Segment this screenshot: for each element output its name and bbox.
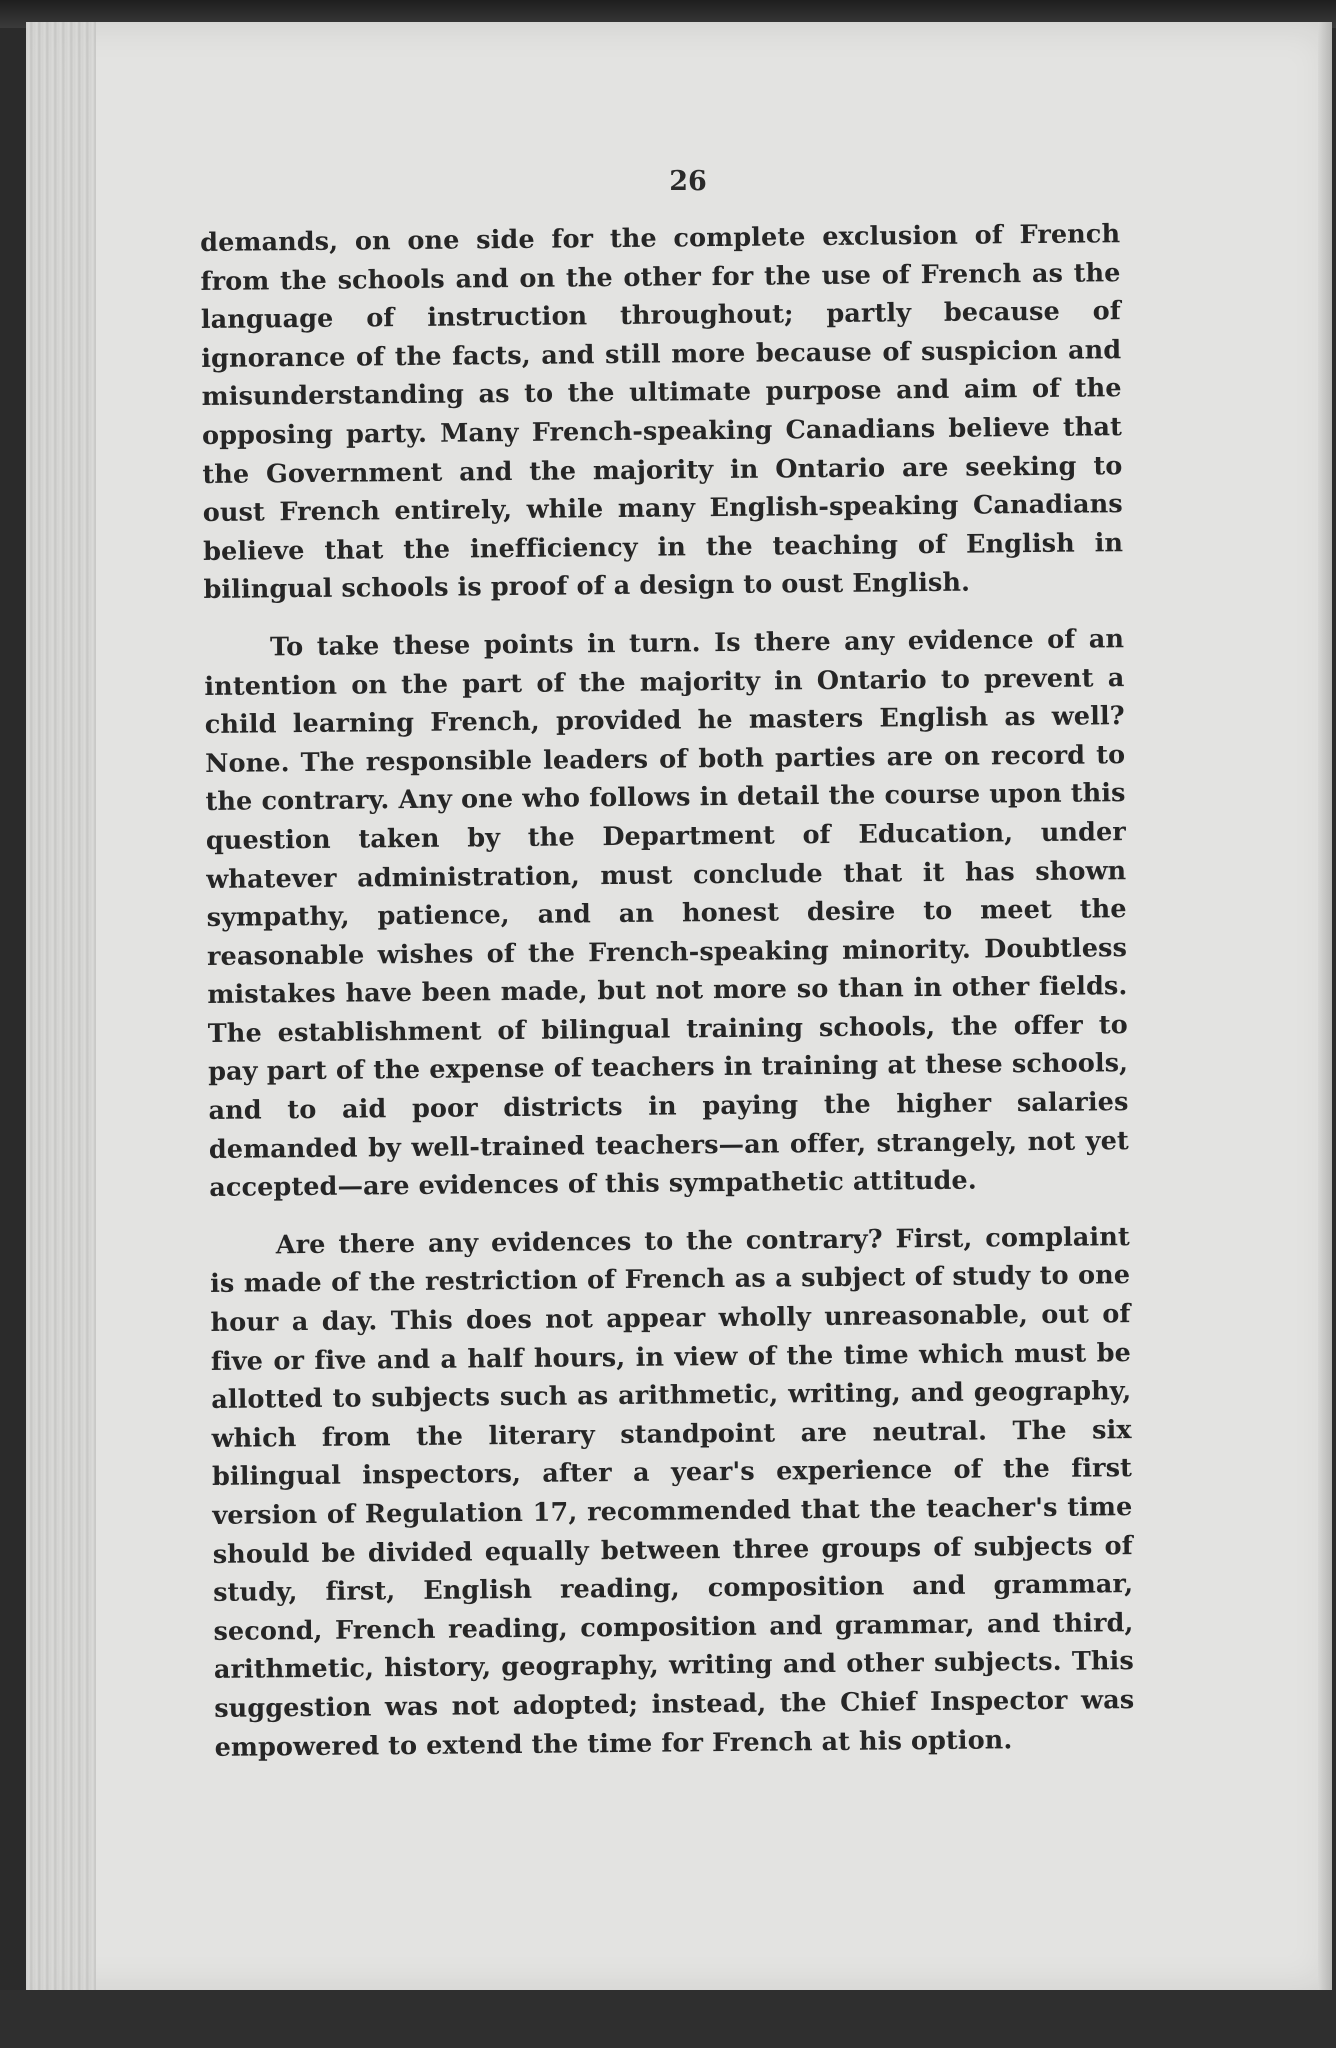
page-number: 26 [669,166,707,197]
paragraph-1: demands, on one side for the complete exclusion of French from the schools and on the other for the use of French as the language of instruction throughout; partly because of ignorance of the facts, and still more because of suspicion and misunderstanding as to the ultimate purpose and aim of the opposing party. Many French-speaking Canadians believe that the Government and the majority in Ontario are seeking to oust French entirely, while many English-speaking Canadians believe that the inefficiency in the teaching of English in bilingual schools is proof of a design to oust English. [200,219,1124,606]
page-stack-edges [26,22,96,1992]
body-text [200,215,1135,1786]
page-right-edge [1318,22,1332,1992]
paragraph-2: To take these points in turn. Is there any evidence of an intention on the part of the majority in Ontario to prevent a child learning French, provided he masters English as well? None. The responsible leaders of both parties are on record to the contrary. Any one who follows in detail the course upon this question taken by the Department of Education, under whatever administration, must conclude that it has shown sympathy, patience, and an honest desire to meet the reasonable wishes of the French-speaking minority. Doubtless mistakes have been made, but not more so than in other fields. The establishment of bilingual training schools, the offer to pay part of the expense of teachers in training at these schools, and to aid poor districts in paying the higher salaries demanded by well-trained teachers—an offer, strangely, not yet accepted—are evidences of this sympathetic attitude. [204,624,1129,1204]
scan-border-bottom [0,1990,1336,2048]
paragraph-3: Are there any evidences to the contrary? First, complaint is made of the restriction of French as a subject of study to one hour a day. This does not appear wholly unreasonable, out of five or five and a half hours, in view of the time which must be allotted to subjects such as arithmetic, writing, and geography, which from the literary standpoint are neutral. The six bilingual inspectors, after a year's experience of the first version of Regulation 17, recommended that the teacher's time should be divided equally between three groups of subjects of study, first, English reading, composition and grammar, second, French reading, composition and grammar, and third, arithmetic, history, geography, writing and other subjects. This suggestion was not adopted; instead, the Chief Inspector was empowered to extend the time for French at his option. [210,1221,1135,1763]
